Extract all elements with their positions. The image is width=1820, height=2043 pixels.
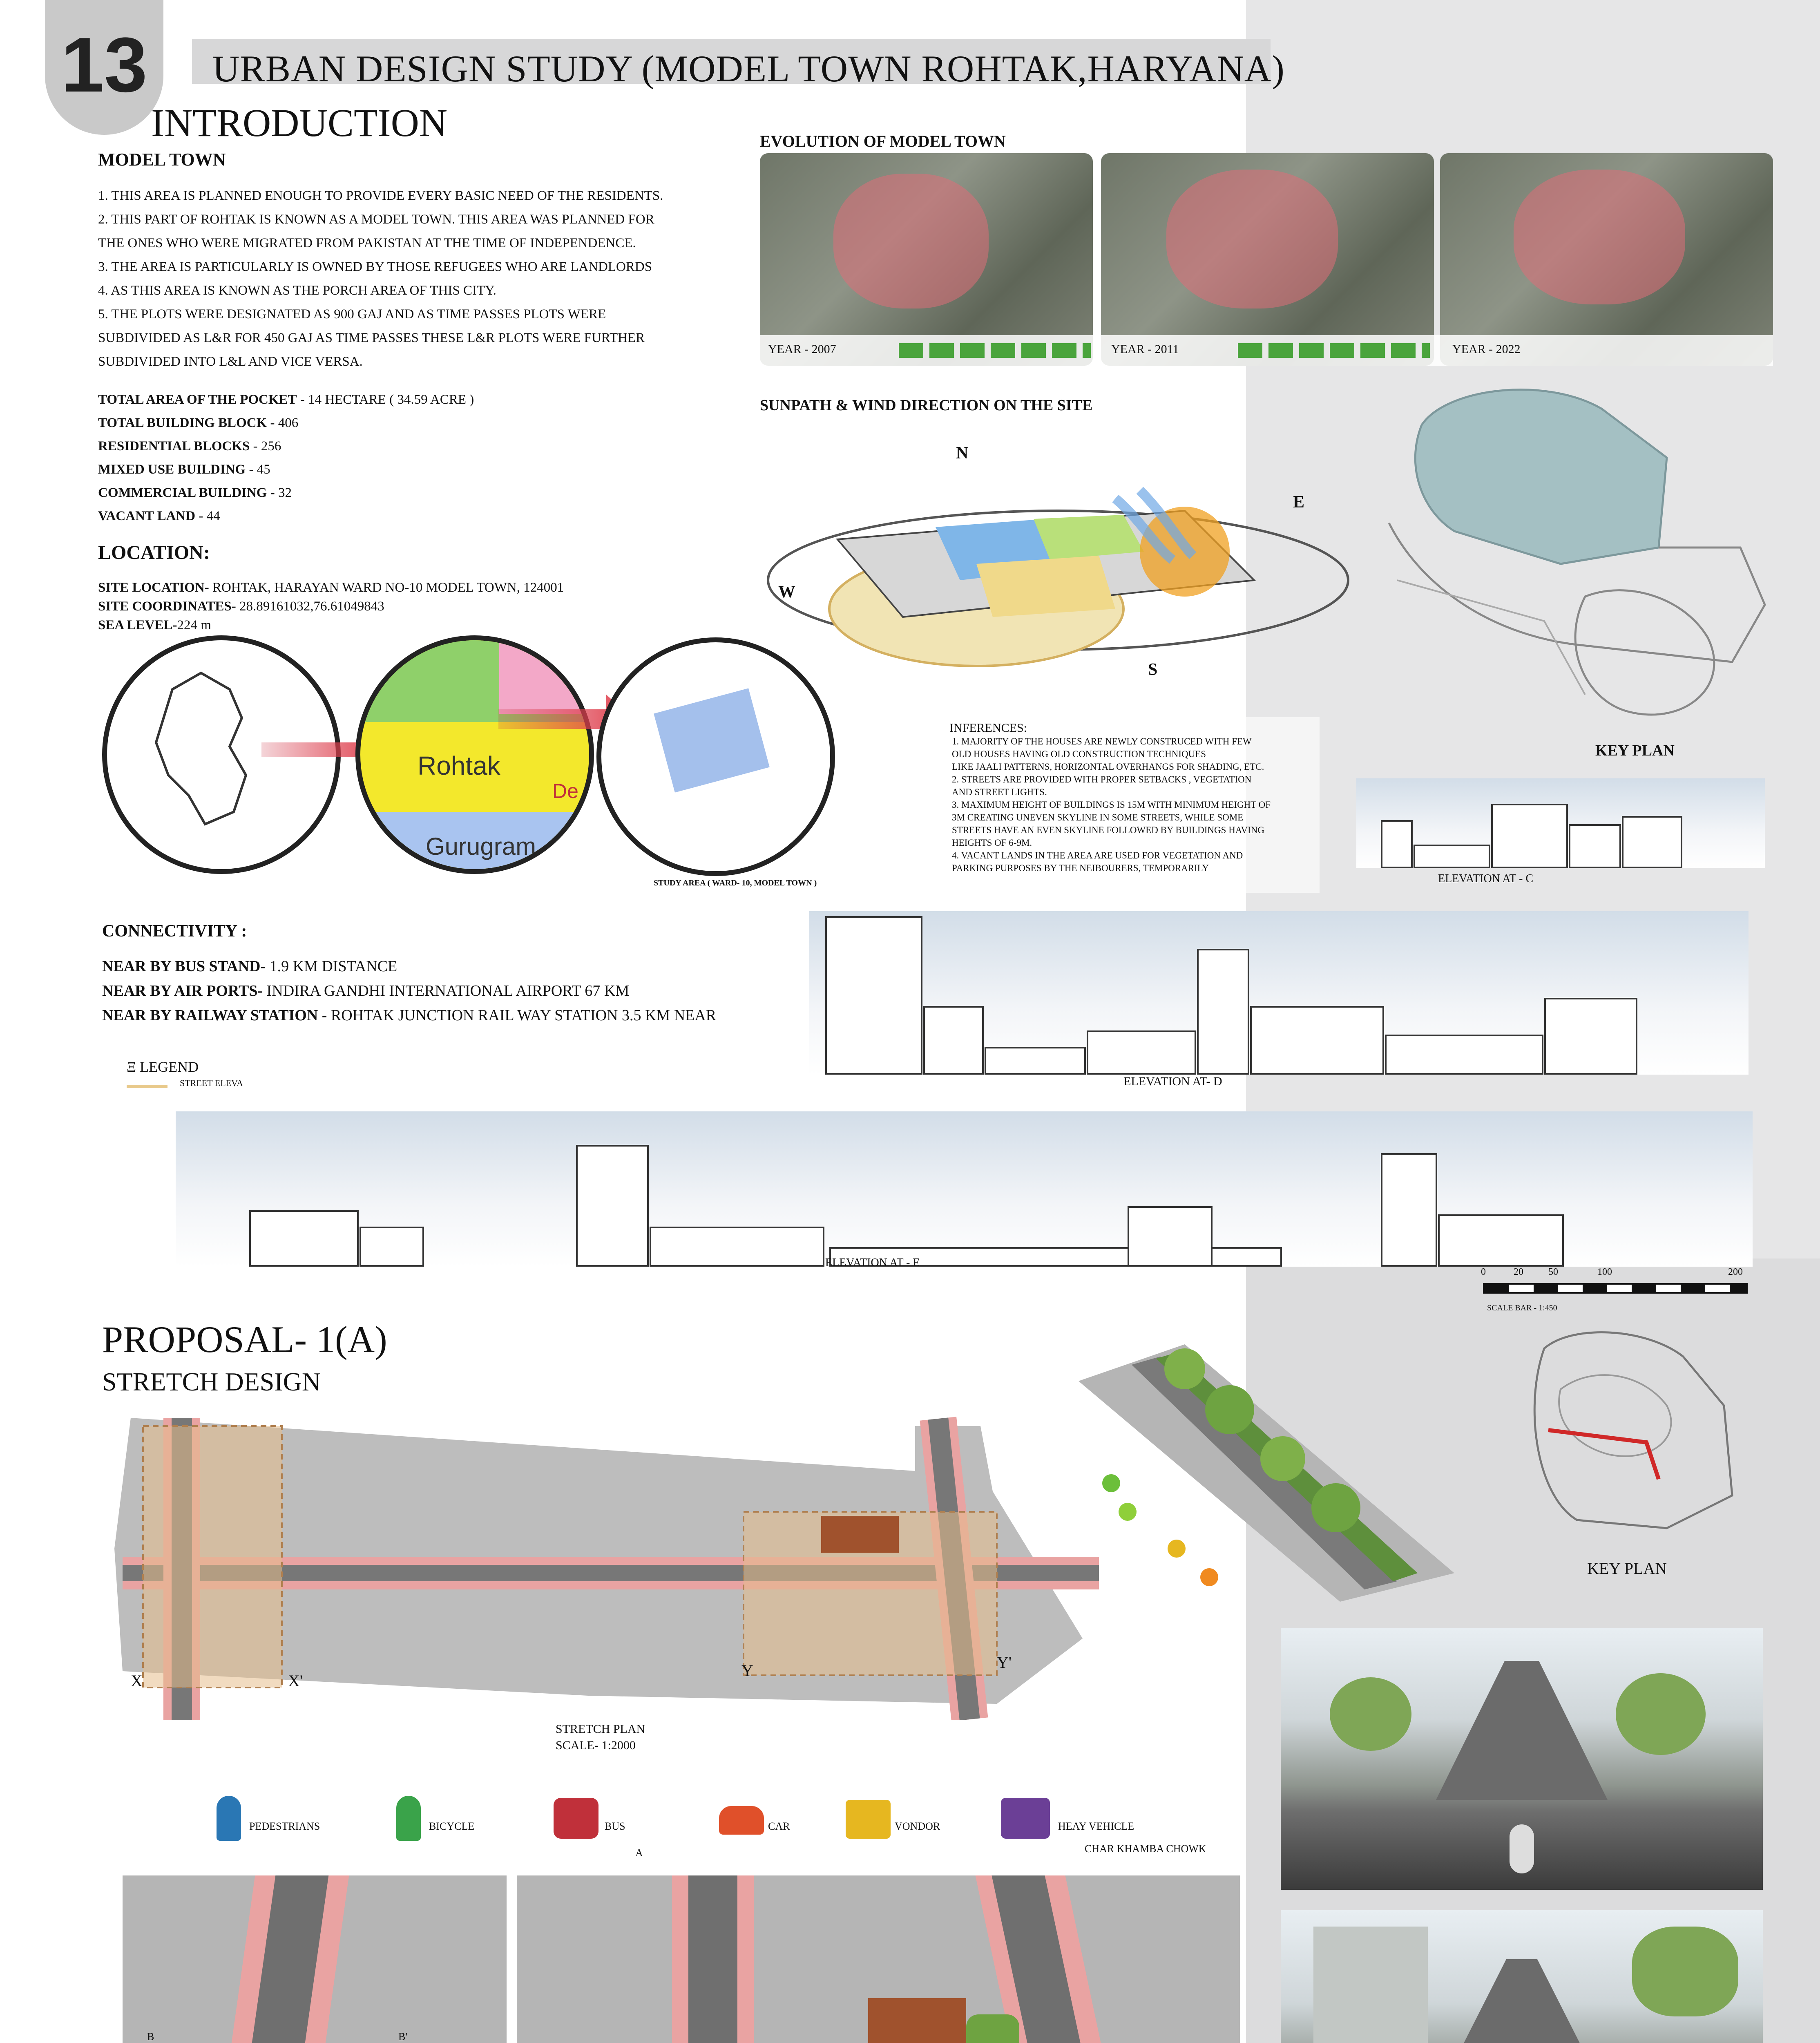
- inference-point: HEIGHTS OF 6-9M.: [952, 838, 1032, 848]
- site-stats: [98, 388, 474, 528]
- compass-north: N: [956, 444, 969, 463]
- sunpath-heading: SUNPATH & WIND DIRECTION ON THE SITE: [760, 397, 1093, 414]
- stat-row: RESIDENTIAL BLOCKS - 256: [98, 439, 281, 454]
- stretch-plan-map-icon: [98, 1410, 1099, 1720]
- page-title: URBAN DESIGN STUDY (MODEL TOWN ROHTAK,HARYANA): [212, 48, 1285, 89]
- mode-label-car: CAR: [768, 1820, 790, 1832]
- connectivity-heading: CONNECTIVITY :: [102, 922, 247, 941]
- proposal-subtitle: STRETCH DESIGN: [102, 1367, 321, 1396]
- elevation-c-caption: ELEVATION AT - C: [1438, 872, 1534, 885]
- study-area-caption: STUDY AREA ( WARD- 10, MODEL TOWN ): [654, 878, 817, 887]
- map-label: ar: [373, 644, 395, 671]
- key-plan-bottom: [1512, 1324, 1757, 1553]
- bus-icon: [554, 1798, 598, 1839]
- street-section-render-2: [1281, 1910, 1763, 2043]
- bicycle-icon: [396, 1796, 421, 1841]
- evolution-image-2007: [760, 153, 1093, 366]
- marker-x-prime: X': [288, 1672, 303, 1690]
- proposal-title: PROPOSAL- 1(A): [102, 1319, 387, 1360]
- inference-point: STREETS HAVE AN EVEN SKYLINE FOLLOWED BY BUILDINGS HAVING: [952, 825, 1264, 835]
- scale-tick: 20: [1514, 1267, 1523, 1277]
- mode-label-bus: BUS: [605, 1820, 625, 1832]
- key-plan-top: [1373, 376, 1785, 752]
- inference-point: 2. STREETS ARE PROVIDED WITH PROPER SETBACKS , VEGETATION: [952, 774, 1252, 785]
- map-label-gurugram: Gurugram: [426, 833, 536, 860]
- marker-b-prime: B': [398, 2031, 408, 2043]
- key-plan-label: KEY PLAN: [1595, 742, 1675, 759]
- inferences-panel: [944, 717, 1320, 893]
- compass-west: W: [778, 583, 795, 601]
- inference-point: PARKING PURPOSES BY THE NEIBOURERS, TEMPORARILY: [952, 863, 1209, 873]
- section-title-introduction: INTRODUCTION: [151, 101, 448, 145]
- detail-plan-xx: [123, 1875, 507, 2043]
- elevation-c-drawing: [1356, 778, 1765, 868]
- mode-label-heavy-vehicle: HEAY VEHICLE: [1058, 1820, 1134, 1832]
- marker-b: B: [147, 2031, 154, 2043]
- elevation-d-drawing: [809, 911, 1749, 1075]
- model-town-point: SUBDIVIDED AS L&R FOR 450 GAJ AS TIME PASSES THESE L&R PLOTS WERE FURTHER: [98, 331, 645, 345]
- year-label-2011: YEAR - 2011: [1111, 342, 1179, 356]
- detail-plan-yy: [517, 1875, 1240, 2043]
- connectivity-row: NEAR BY AIR PORTS- INDIRA GANDHI INTERNATIONAL AIRPORT 67 KM: [102, 982, 630, 999]
- timeline-arrows-icon: [899, 343, 1091, 358]
- marker-y: Y: [741, 1661, 753, 1680]
- timeline-arrows-icon: [1238, 343, 1430, 358]
- street-axonometric-icon: [1070, 1320, 1458, 1606]
- street-elevation-swatch: [127, 1085, 167, 1088]
- stat-row: MIXED USE BUILDING - 45: [98, 462, 270, 477]
- model-town-point: 5. THE PLOTS WERE DESIGNATED AS 900 GAJ AND AS TIME PASSES PLOTS WERE: [98, 307, 606, 322]
- location-details: [98, 578, 564, 635]
- pedestrian-icon: [217, 1796, 241, 1841]
- marker-y-prime: Y': [997, 1653, 1012, 1672]
- elevation-e-drawing: [176, 1111, 1753, 1267]
- model-town-point: 4. AS THIS AREA IS KNOWN AS THE PORCH AREA OF THIS CITY.: [98, 283, 496, 298]
- scale-tick: 0: [1481, 1267, 1486, 1277]
- key-plan-map-icon: [1512, 1324, 1757, 1553]
- vendor-stalls: [868, 1998, 966, 2043]
- map-label: De: [552, 780, 578, 802]
- evolution-image-2011: [1101, 153, 1434, 366]
- inference-point: OLD HOUSES HAVING OLD CONSTRUCTION TECHNIQUES: [952, 749, 1206, 759]
- elevation-legend-title: Ξ LEGEND: [127, 1059, 199, 1075]
- inference-point: 4. VACANT LANDS IN THE AREA ARE USED FOR VEGETATION AND: [952, 850, 1243, 861]
- model-town-point: 2. THIS PART OF ROHTAK IS KNOWN AS A MODEL TOWN. THIS AREA WAS PLANNED FOR: [98, 212, 654, 227]
- map-label-rohtak: Rohtak: [418, 751, 500, 780]
- elevation-e-caption: ELEVATION AT - E: [825, 1256, 920, 1269]
- year-label-2022: YEAR - 2022: [1452, 342, 1521, 356]
- sunpath-diagram-icon: [748, 445, 1381, 674]
- scale-tick: 50: [1548, 1267, 1558, 1277]
- car-icon: [719, 1806, 764, 1835]
- location-row: SEA LEVEL-224 m: [98, 618, 211, 633]
- model-town-points: [98, 184, 663, 373]
- location-row: SITE COORDINATES- 28.89161032,76.61049843: [98, 599, 384, 614]
- model-town-point: SUBDIVIDED INTO L&L AND VICE VERSA.: [98, 354, 363, 369]
- inference-point: AND STREET LIGHTS.: [952, 787, 1047, 797]
- scale-tick: 100: [1597, 1267, 1612, 1277]
- sunpath-3d-model: [748, 445, 1381, 674]
- heavy-vehicle-icon: [1001, 1798, 1050, 1839]
- stat-row: COMMERCIAL BUILDING - 32: [98, 485, 292, 500]
- evolution-image-2022: [1440, 153, 1773, 366]
- marker-x: X: [131, 1672, 143, 1690]
- mode-label-bicycle: BICYCLE: [429, 1820, 475, 1832]
- model-town-point: 3. THE AREA IS PARTICULARLY IS OWNED BY THOSE REFUGEES WHO ARE LANDLORDS: [98, 259, 652, 274]
- connectivity-row: NEAR BY RAILWAY STATION - ROHTAK JUNCTION RAIL WAY STATION 3.5 KM NEAR: [102, 1007, 717, 1024]
- compass-south: S: [1148, 660, 1158, 679]
- connectivity-details: [102, 954, 716, 1028]
- street-elevation-label: STREET ELEVA: [180, 1078, 243, 1088]
- model-town-point: THE ONES WHO WERE MIGRATED FROM PAKISTAN AT THE TIME OF INDEPENDENCE.: [98, 236, 636, 250]
- street-3d-view: [1070, 1320, 1458, 1606]
- district-map-circle: [355, 635, 594, 874]
- stretch-plan: [98, 1410, 1099, 1720]
- inference-point: LIKE JAALI PATTERNS, HORIZONTAL OVERHANGS FOR SHADING, ETC.: [952, 762, 1264, 772]
- mode-label-pedestrians: PEDESTRIANS: [249, 1820, 320, 1832]
- scale-tick: 200: [1728, 1267, 1743, 1277]
- stat-row: TOTAL BUILDING BLOCK - 406: [98, 416, 299, 430]
- sheet-number: 13: [61, 22, 147, 108]
- model-town-point: 1. THIS AREA IS PLANNED ENOUGH TO PROVIDE EVERY BASIC NEED OF THE RESIDENTS.: [98, 188, 663, 203]
- inference-point: 3M CREATING UNEVEN SKYLINE IN SOME STREETS, WHILE SOME: [952, 812, 1244, 823]
- inference-point: 3. MAXIMUM HEIGHT OF BUILDINGS IS 15M WITH MINIMUM HEIGHT OF: [952, 800, 1271, 810]
- compass-east: E: [1293, 493, 1305, 512]
- evolution-heading: EVOLUTION OF MODEL TOWN: [760, 132, 1006, 150]
- green-buffer: [966, 2014, 1019, 2043]
- inference-point: 1. MAJORITY OF THE HOUSES ARE NEWLY CONSTRUCED WITH FEW: [952, 736, 1252, 747]
- scale-bar: [1483, 1283, 1748, 1294]
- year-label-2007: YEAR - 2007: [768, 342, 836, 356]
- marker-a: A: [635, 1847, 643, 1859]
- inferences-heading: INFERENCES:: [949, 721, 1027, 735]
- chowk-label: CHAR KHAMBA CHOWK: [1085, 1843, 1206, 1855]
- location-row: SITE LOCATION- ROHTAK, HARAYAN WARD NO-10 MODEL TOWN, 124001: [98, 580, 564, 595]
- key-plan-map-icon: [1373, 376, 1785, 752]
- connectivity-row: NEAR BY BUS STAND- 1.9 KM DISTANCE: [102, 958, 397, 975]
- stretch-plan-caption: STRETCH PLAN: [556, 1722, 645, 1736]
- scale-caption: SCALE BAR - 1:450: [1487, 1303, 1557, 1312]
- stretch-plan-scale: SCALE- 1:2000: [556, 1739, 636, 1752]
- model-town-heading: MODEL TOWN: [98, 150, 226, 170]
- location-heading: LOCATION:: [98, 542, 210, 563]
- street-section-render-1: [1281, 1628, 1763, 1890]
- vendor-icon: [846, 1800, 891, 1839]
- stat-row: VACANT LAND - 44: [98, 509, 220, 523]
- key-plan-bottom-label: KEY PLAN: [1587, 1559, 1667, 1578]
- stat-row: TOTAL AREA OF THE POCKET - 14 HECTARE ( 34.59 ACRE ): [98, 392, 474, 407]
- inferences-points: [952, 735, 1320, 874]
- mode-label-vendor: VONDOR: [895, 1820, 940, 1832]
- legend-icon: Ξ: [127, 1059, 140, 1075]
- elevation-d-caption: ELEVATION AT- D: [1123, 1075, 1222, 1088]
